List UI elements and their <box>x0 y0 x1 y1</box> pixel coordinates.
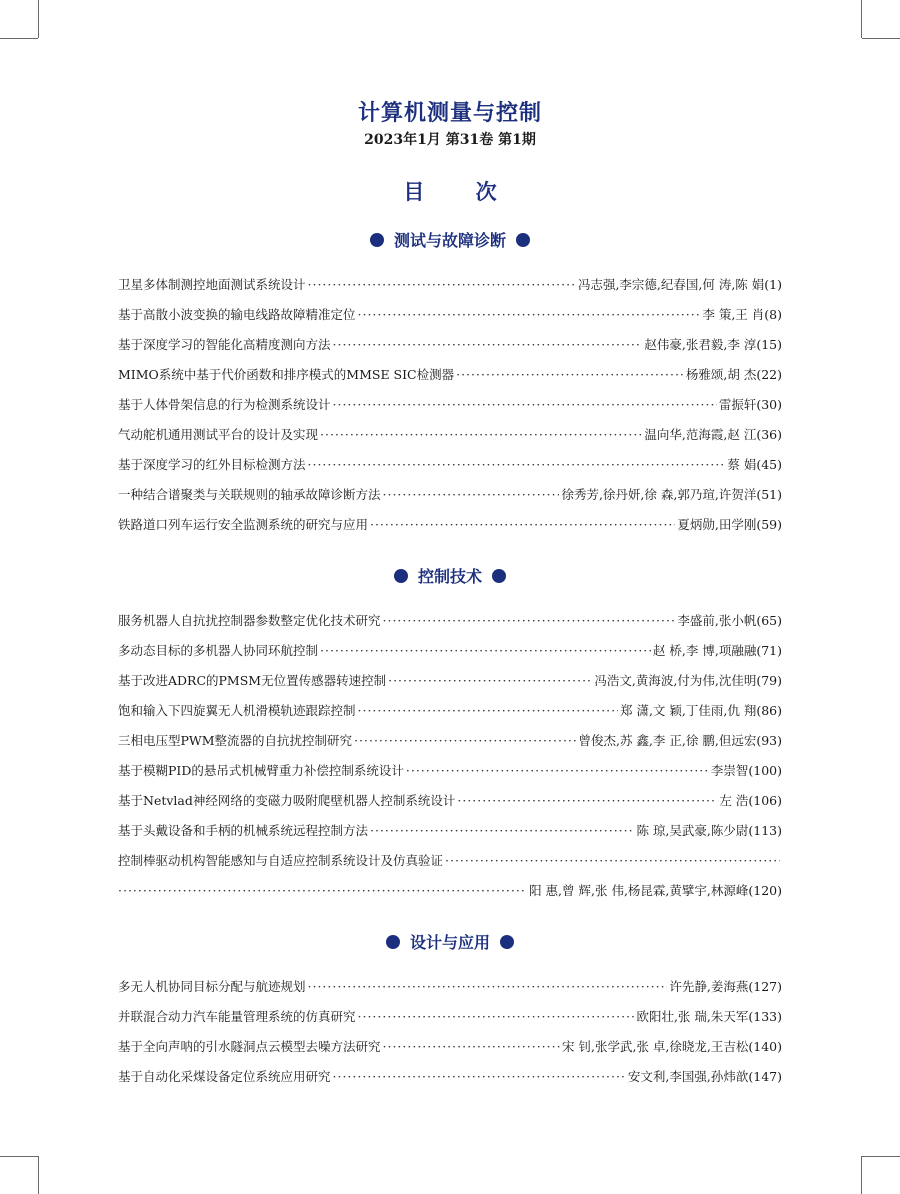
entry-authors: 杨雅颂,胡 杰 <box>685 367 757 382</box>
section-heading-label: 测试与故障诊断 <box>393 231 506 250</box>
bullet-dot-icon <box>386 935 400 949</box>
crop-mark <box>0 38 38 39</box>
crop-mark <box>861 0 862 38</box>
section-heading-label: 控制技术 <box>417 567 482 586</box>
entry-page: (106) <box>748 792 782 808</box>
dot-leader <box>358 703 618 718</box>
entry-title: 基于全向声呐的引水隧洞点云模型去噪方法研究 <box>118 1039 381 1054</box>
entry-authors: 赵 桥,李 博,项融融 <box>652 643 757 658</box>
entry-title: 铁路道口列车运行安全监测系统的研究与应用 <box>118 517 369 532</box>
entry-page: (51) <box>756 486 782 502</box>
toc-entry[interactable] <box>118 785 782 815</box>
entry-authors: 温向华,范海霞,赵 江 <box>644 427 757 442</box>
bullet-dot-icon <box>492 569 506 583</box>
toc-entry-continued[interactable] <box>118 875 782 905</box>
entry-page: (147) <box>748 1068 782 1084</box>
dot-leader <box>383 613 676 628</box>
entry-title: 饱和输入下四旋翼无人机滑模轨迹跟踪控制 <box>118 703 356 718</box>
entry-page: (71) <box>756 642 782 658</box>
toc-entry[interactable] <box>118 509 782 539</box>
dot-leader <box>383 487 560 502</box>
entry-title: 基于自动化采煤设备定位系统应用研究 <box>118 1069 331 1084</box>
crop-mark <box>862 38 900 39</box>
entry-title: 基于深度学习的智能化高精度测向方法 <box>118 337 331 352</box>
journal-title: 计算机测量与控制 <box>357 101 542 126</box>
toc-entry[interactable] <box>118 1061 782 1091</box>
dot-leader <box>383 1039 561 1054</box>
dot-leader <box>118 883 527 898</box>
toc-entry[interactable] <box>118 1001 782 1031</box>
toc-entry[interactable] <box>118 419 782 449</box>
crop-mark <box>38 0 39 38</box>
entry-authors: 夏炳勋,田学刚 <box>677 517 757 532</box>
entry-page: (1) <box>764 276 782 292</box>
crop-mark <box>862 1156 900 1157</box>
entry-title: 基于深度学习的红外目标检测方法 <box>118 457 306 472</box>
entry-authors: 安文利,李国强,孙炜歆 <box>627 1069 749 1084</box>
dot-leader <box>358 307 701 322</box>
entry-title: 气动舵机通用测试平台的设计及实现 <box>118 427 319 442</box>
entry-authors: 许先静,姜海燕 <box>669 979 749 994</box>
crop-mark <box>861 1156 862 1194</box>
dot-leader <box>370 517 675 532</box>
entry-page: (100) <box>748 762 782 778</box>
issue-line: 2023年1月 第31卷 第1期 <box>364 132 536 148</box>
entry-authors: 冯志强,李宗德,纪春国,何 涛,陈 娟 <box>577 277 765 292</box>
dot-leader <box>370 823 634 838</box>
entry-authors: 李 策,王 肖 <box>702 307 765 322</box>
entry-page: (120) <box>748 882 782 898</box>
entry-title: 并联混合动力汽车能量管理系统的仿真研究 <box>118 1009 356 1024</box>
entry-authors: 宋 钊,张学武,张 卓,徐晓龙,王吉松 <box>562 1039 749 1054</box>
section-heading-design <box>0 930 900 953</box>
section-heading-label: 设计与应用 <box>409 933 490 952</box>
entry-title: 基于改进ADRC的PMSM无位置传感器转速控制 <box>118 673 387 688</box>
dot-leader <box>388 673 592 688</box>
entry-title: 基于头戴设备和手柄的机械系统远程控制方法 <box>118 823 369 838</box>
entry-title: 服务机器人自抗扰控制器参数整定优化技术研究 <box>118 613 381 628</box>
entry-page: (59) <box>756 516 782 532</box>
entry-title: 基于人体骨架信息的行为检测系统设计 <box>118 397 331 412</box>
entry-title: 控制棒驱动机构智能感知与自适应控制系统设计及仿真验证 <box>118 853 444 868</box>
entry-page: (65) <box>756 612 782 628</box>
dot-leader <box>456 367 684 382</box>
toc-entry[interactable] <box>118 389 782 419</box>
entry-title: 卫星多体制测控地面测试系统设计 <box>118 277 306 292</box>
section-heading-control <box>0 564 900 587</box>
entry-title: 三相电压型PWM整流器的自抗扰控制研究 <box>118 733 353 748</box>
entry-authors: 赵伟豪,张君毅,李 淳 <box>644 337 757 352</box>
dot-leader <box>308 457 726 472</box>
toc-entry[interactable] <box>118 299 782 329</box>
toc-entry[interactable] <box>118 449 782 479</box>
entry-page: (86) <box>756 702 782 718</box>
entry-title: 基于模糊PID的悬吊式机械臂重力补偿控制系统设计 <box>118 763 404 778</box>
bullet-dot-icon <box>370 233 384 247</box>
entry-page: (93) <box>756 732 782 748</box>
entry-authors: 阳 惠,曾 辉,张 伟,杨昆霖,黄擘宇,林源峰 <box>529 883 749 898</box>
entry-page: (140) <box>748 1038 782 1054</box>
entry-authors: 郑 潇,文 颖,丁佳雨,仇 翔 <box>619 703 757 718</box>
entry-authors: 欧阳壮,张 瑞,朱天军 <box>636 1009 749 1024</box>
dot-leader <box>358 1009 635 1024</box>
entry-page: (22) <box>756 366 782 382</box>
dot-leader <box>354 733 576 748</box>
entry-page: (36) <box>756 426 782 442</box>
toc-entry[interactable] <box>118 635 782 665</box>
crop-mark <box>38 1156 39 1194</box>
dot-leader <box>333 337 643 352</box>
entry-page: (15) <box>756 336 782 352</box>
bullet-dot-icon <box>516 233 530 247</box>
toc-list-control <box>118 605 782 905</box>
dot-leader <box>445 853 780 868</box>
dot-leader <box>333 397 717 412</box>
dot-leader <box>308 277 576 292</box>
entry-page: (45) <box>756 456 782 472</box>
entry-authors: 陈 琼,吴武豪,陈少尉 <box>636 823 749 838</box>
toc-entry[interactable] <box>118 1031 782 1061</box>
entry-title: 多动态目标的多机器人协同环航控制 <box>118 643 319 658</box>
toc-entry[interactable] <box>118 269 782 299</box>
entry-page: (133) <box>748 1008 782 1024</box>
toc-list-design <box>118 971 782 1091</box>
bullet-dot-icon <box>500 935 514 949</box>
toc-entry[interactable] <box>118 359 782 389</box>
toc-entry[interactable] <box>118 815 782 845</box>
toc-entry[interactable] <box>118 665 782 695</box>
section-heading-testing <box>0 228 900 251</box>
entry-authors: 李崇智 <box>710 763 749 778</box>
crop-mark <box>0 1156 38 1157</box>
entry-authors: 徐秀芳,徐丹妍,徐 森,郭乃瑄,许贺洋 <box>561 487 757 502</box>
toc-entry[interactable] <box>118 845 782 875</box>
entry-authors: 蔡 娟 <box>727 457 757 472</box>
toc-entry[interactable] <box>118 725 782 755</box>
entry-page: (113) <box>748 822 782 838</box>
toc-entry[interactable] <box>118 479 782 509</box>
toc-title: 目 次 <box>403 180 519 204</box>
dot-leader <box>308 979 668 994</box>
entry-title: MIMO系统中基于代价函数和排序模式的MMSE SIC检测器 <box>118 367 455 382</box>
entry-title: 基于Netvlad神经网络的变磁力吸附爬壁机器人控制系统设计 <box>118 793 456 808</box>
entry-authors: 雷振轩 <box>718 397 757 412</box>
entry-authors: 曾俊杰,苏 鑫,李 正,徐 鹏,但远宏 <box>578 733 757 748</box>
entry-title: 一种结合谱聚类与关联规则的轴承故障诊断方法 <box>118 487 381 502</box>
toc-entry[interactable] <box>118 605 782 635</box>
entry-title: 多无人机协同目标分配与航迹规划 <box>118 979 306 994</box>
entry-page: (8) <box>764 306 782 322</box>
toc-list-testing <box>118 269 782 539</box>
dot-leader <box>320 427 642 442</box>
entry-page: (79) <box>756 672 782 688</box>
entry-authors: 李盛前,张小帆 <box>677 613 757 628</box>
toc-entry[interactable] <box>118 695 782 725</box>
entry-page: (127) <box>748 978 782 994</box>
entry-page: (30) <box>756 396 782 412</box>
entry-authors: 冯浩文,黄海波,付为伟,沈佳明 <box>594 673 757 688</box>
toc-entry[interactable] <box>118 755 782 785</box>
toc-entry[interactable] <box>118 329 782 359</box>
toc-entry[interactable] <box>118 971 782 1001</box>
dot-leader <box>406 763 709 778</box>
entry-title: 基于高散小波变换的输电线路故障精准定位 <box>118 307 356 322</box>
dot-leader <box>320 643 651 658</box>
entry-authors: 左 浩 <box>719 793 749 808</box>
dot-leader <box>457 793 717 808</box>
dot-leader <box>333 1069 626 1084</box>
bullet-dot-icon <box>394 569 408 583</box>
